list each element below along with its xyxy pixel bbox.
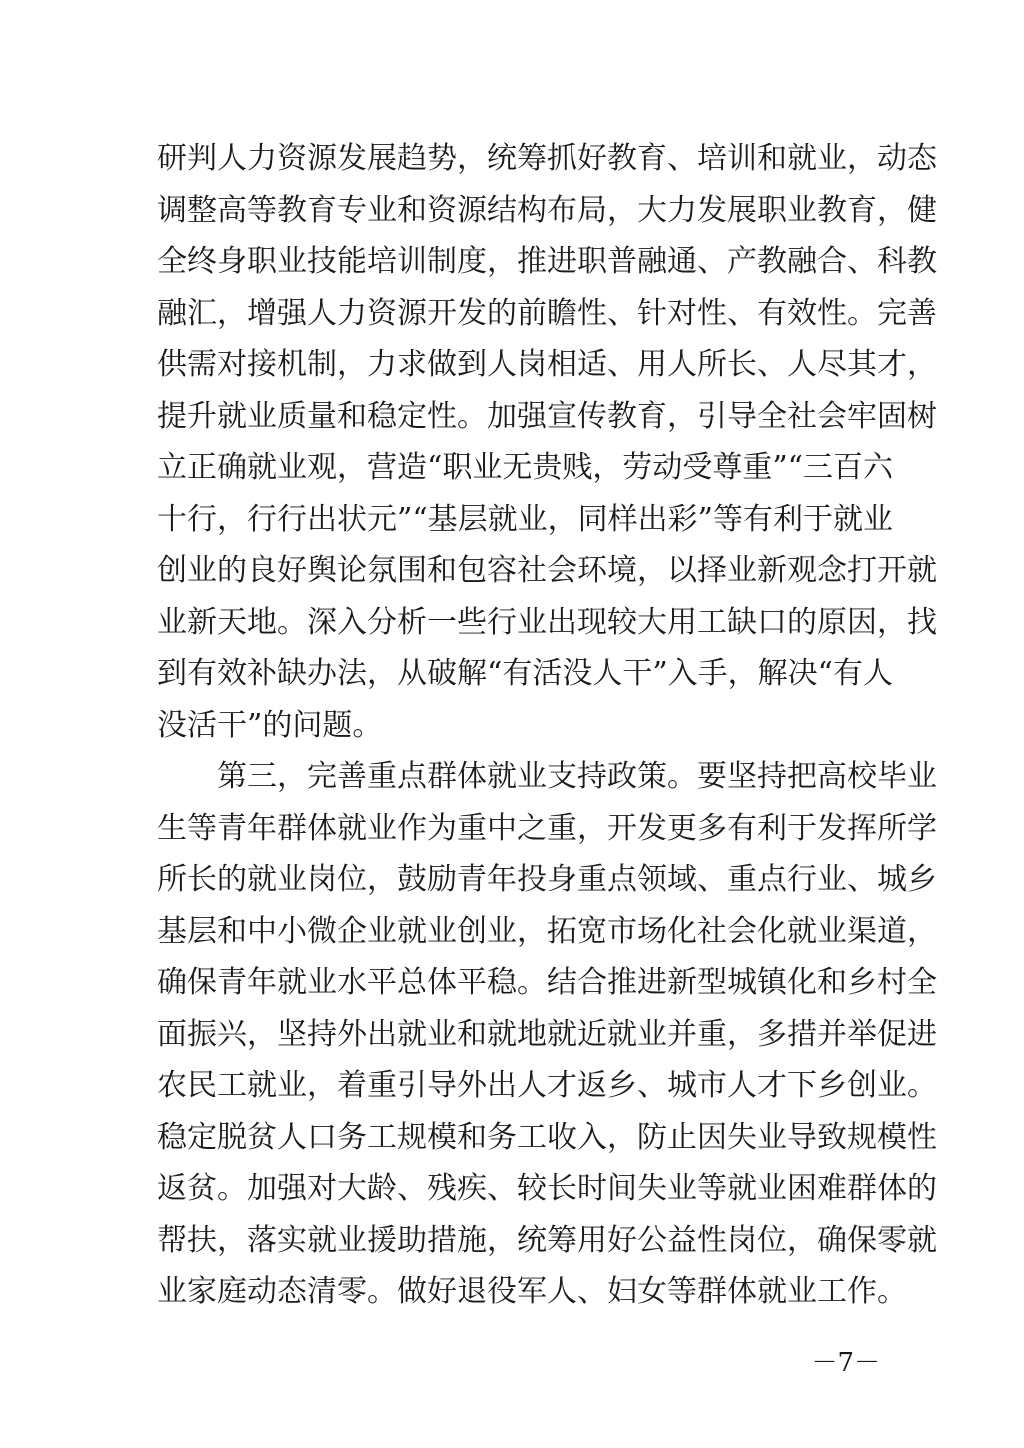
- text-line: 生等青年群体就业作为重中之重，开发更多有利于发挥所学: [157, 810, 937, 846]
- page-number: －7－: [811, 1348, 880, 1378]
- text-line: 基层和中小微企业就业创业，拓宽市场化社会化就业渠道，: [157, 913, 937, 949]
- paragraph-first-line: 第三，完善重点群体就业支持政策。要坚持把高校毕业: [217, 759, 937, 794]
- text-line: 面振兴，坚持外出就业和就地就近就业并重，多措并举促进: [157, 1016, 937, 1052]
- text-line: 稳定脱贫人口务工规模和务工收入，防止因失业导致规模性: [157, 1119, 937, 1155]
- text-line: 返贫。加强对大龄、残疾、较长时间失业等就业困难群体的: [157, 1171, 937, 1206]
- text-line: 十行，行行出状元”“基层就业，同样出彩”等有利于就业: [157, 501, 894, 537]
- text-line: 到有效补缺办法，从破解“有活没人干”入手，解决“有人: [157, 656, 894, 691]
- text-line: 研判人力资源发展趋势，统筹抓好教育、培训和就业，动态: [157, 141, 937, 176]
- text-line: 融汇，增强人力资源开发的前瞻性、针对性、有效性。完善: [157, 295, 937, 331]
- text-line: 创业的良好舆论氛围和包容社会环境，以择业新观念打开就: [157, 553, 937, 588]
- text-line: 确保青年就业水平总体平稳。结合推进新型城镇化和乡村全: [157, 965, 937, 1000]
- text-line: 业新天地。深入分析一些行业出现较大用工缺口的原因，找: [157, 604, 937, 640]
- text-line: 全终身职业技能培训制度，推进职普融通、产教融合、科教: [157, 244, 937, 279]
- body-text: [157, 138, 937, 1323]
- text-line: 帮扶，落实就业援助措施，统筹用好公益性岗位，确保零就: [157, 1222, 937, 1258]
- text-line: 所长的就业岗位，鼓励青年投身重点领域、重点行业、城乡: [157, 862, 937, 897]
- text-line: 农民工就业，着重引导外出人才返乡、城市人才下乡创业。: [157, 1068, 937, 1103]
- text-line: 调整高等教育专业和资源结构布局，大力发展职业教育，健: [157, 192, 937, 228]
- text-line: 业家庭动态清零。做好退役军人、妇女等群体就业工作。: [157, 1274, 907, 1309]
- text-line: 没活干”的问题。: [157, 707, 383, 743]
- text-line: 立正确就业观，营造“职业无贵贱，劳动受尊重”“三百六: [157, 450, 894, 485]
- text-line: 供需对接机制，力求做到人岗相适、用人所长、人尽其才，: [157, 347, 937, 382]
- text-line: 提升就业质量和稳定性。加强宣传教育，引导全社会牢固树: [157, 398, 937, 434]
